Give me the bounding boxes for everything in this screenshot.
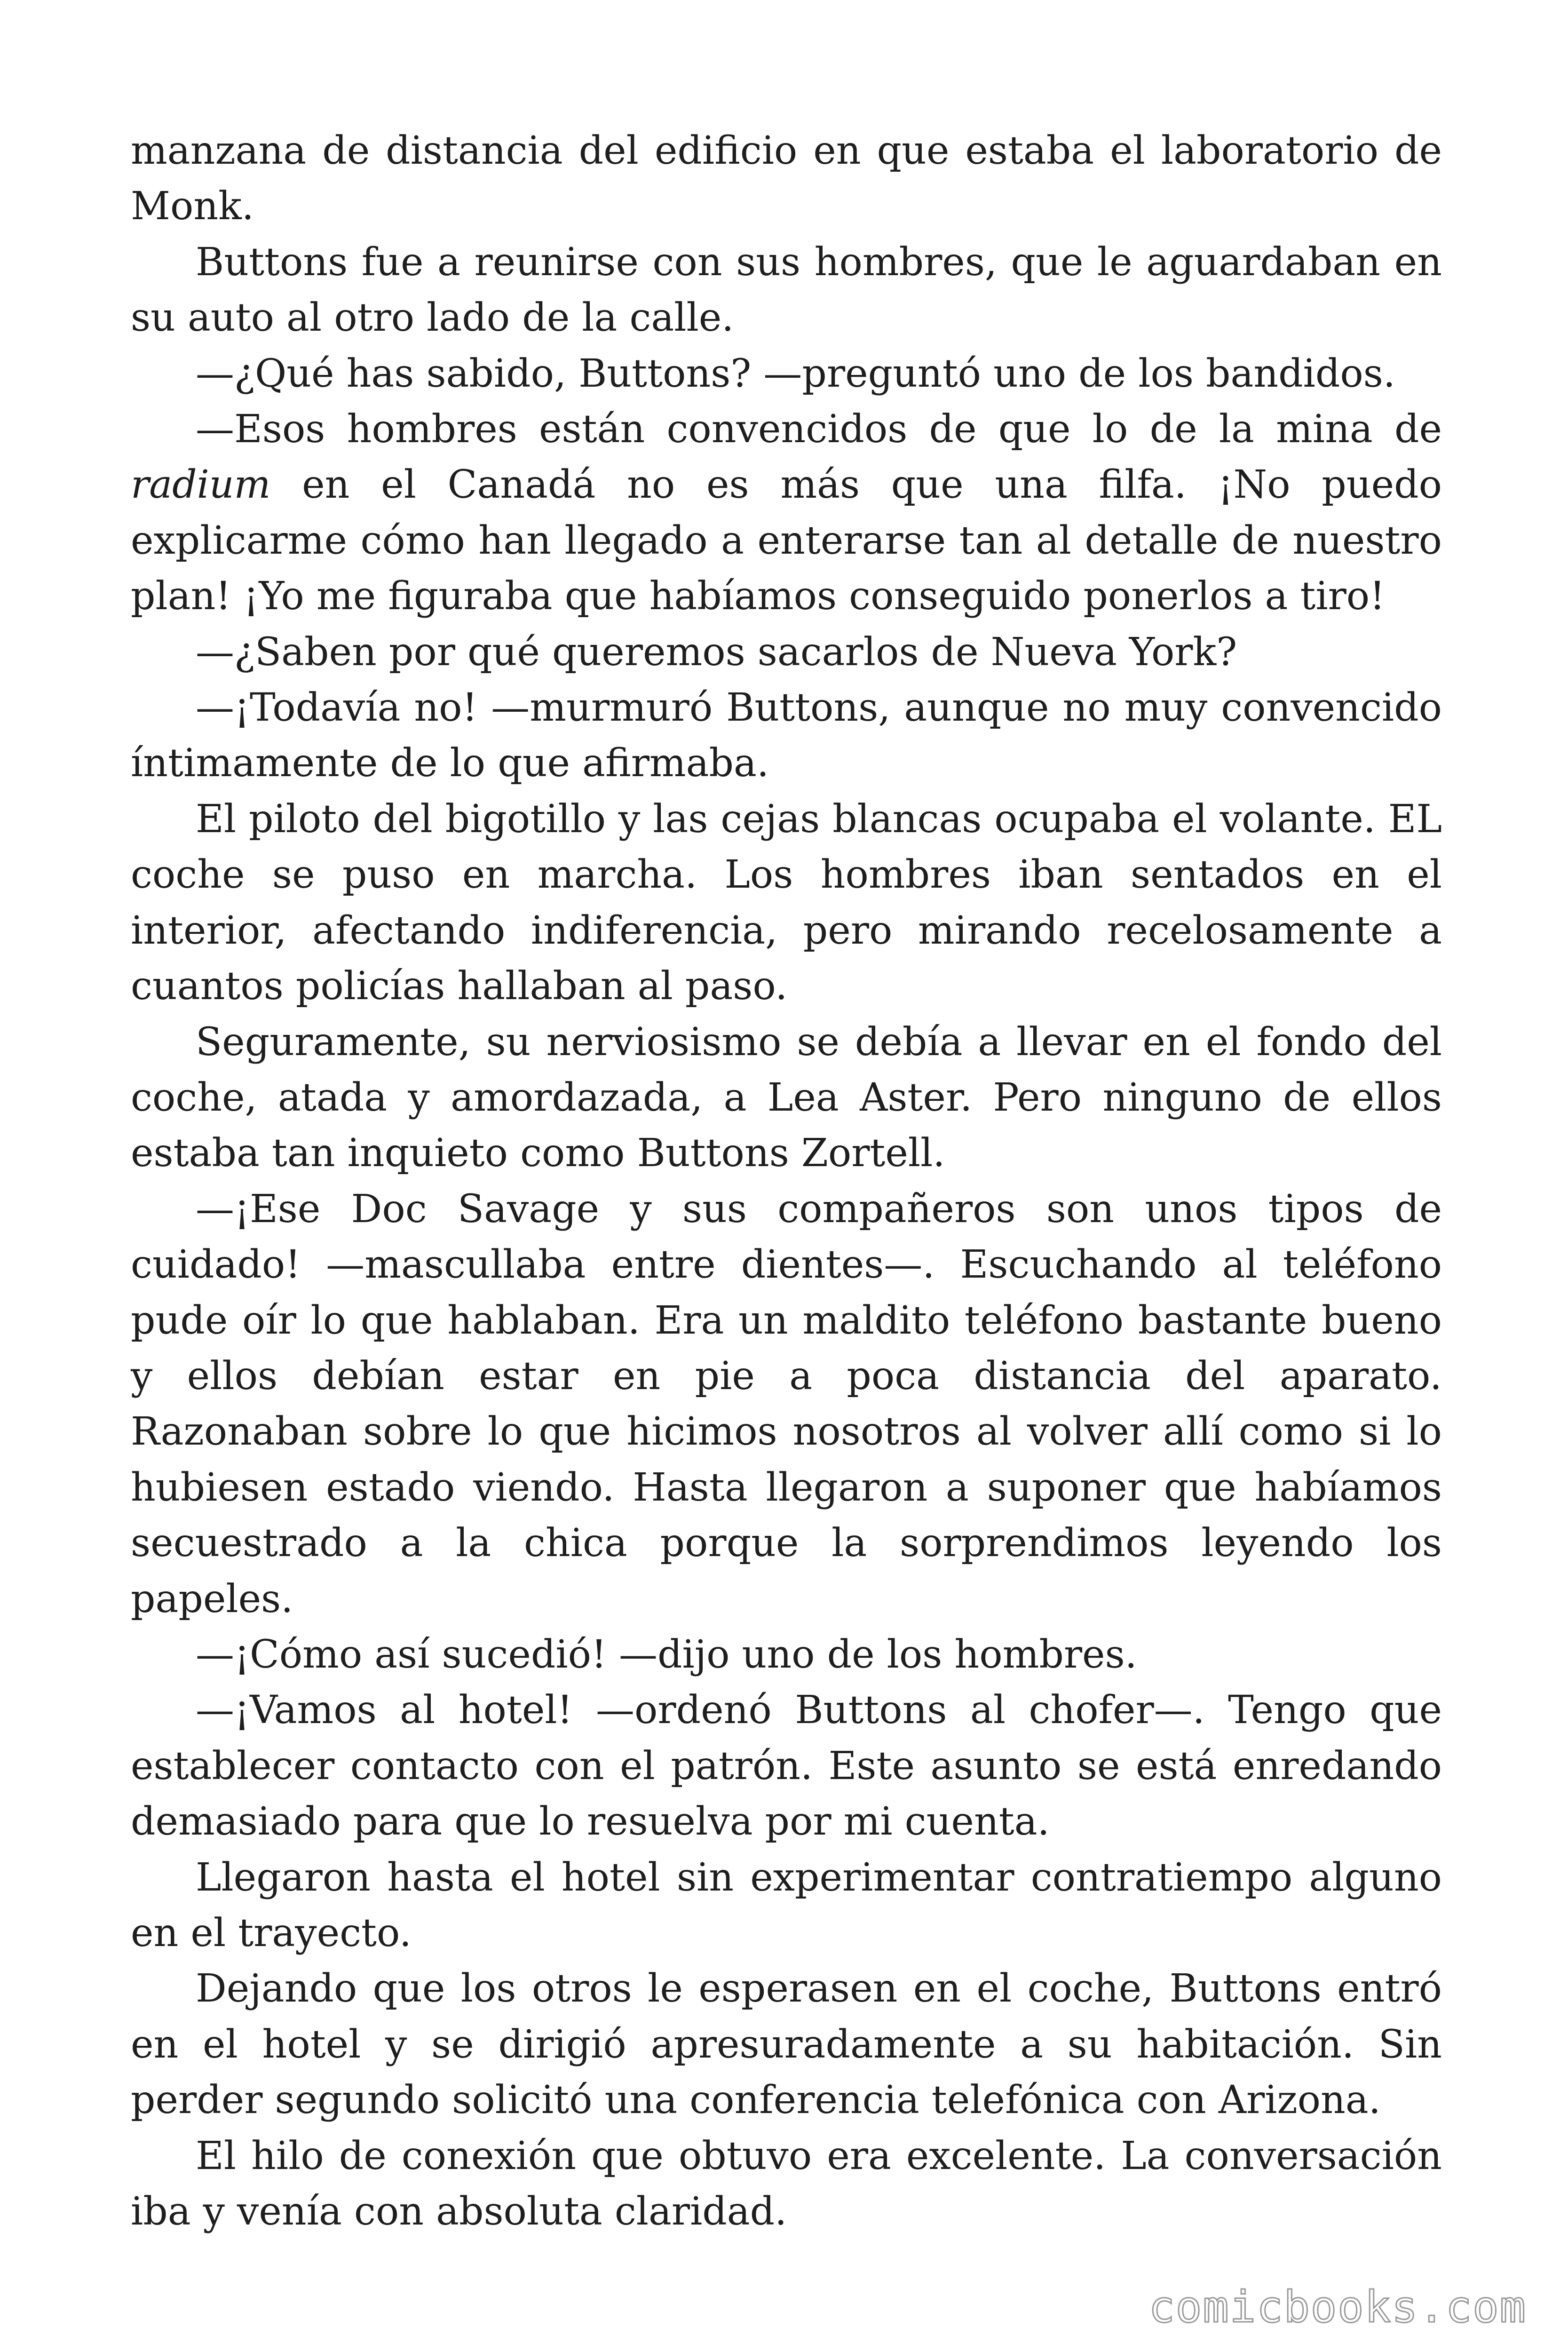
text-segment: —Esos hombres están convencidos de que lo de la mina de — [196, 407, 1442, 452]
text-segment: Llegaron hasta el hotel sin experimentar contratiempo alguno en el trayecto. — [131, 1855, 1442, 1955]
paragraph — [131, 1961, 1442, 2128]
paragraph — [131, 625, 1442, 680]
text-segment: manzana de distancia del edificio en que estaba el laboratorio de Monk. — [131, 128, 1442, 229]
paragraph — [131, 1627, 1442, 1683]
paragraph — [131, 680, 1442, 792]
paragraph — [131, 1182, 1442, 1627]
paragraph — [131, 346, 1442, 402]
italic-text: radium — [131, 462, 271, 508]
watermark: comicbooks.com — [1148, 2282, 1527, 2332]
paragraph — [131, 1850, 1442, 1962]
paragraph — [131, 2129, 1442, 2240]
paragraph — [131, 792, 1442, 1015]
text-segment: Buttons fue a reunirse con sus hombres, que le aguardaban en su auto al otro lado de la calle. — [131, 239, 1442, 341]
paragraph — [131, 1015, 1442, 1182]
paragraph — [131, 235, 1442, 346]
text-segment: Seguramente, su nerviosismo se debía a llevar en el fondo del coche, atada y amordazada, a Lea Aster. Pero ninguno de ellos estaba tan inquieto como Buttons Zortell. — [131, 1019, 1442, 1176]
text-segment: —¡Ese Doc Savage y sus compañeros son unos tipos de cuidado! —mascullaba entre dientes—. Escuchando al teléfono pude oír lo que hablaban. Era un maldito teléfono bastante bueno y ellos debían estar en pie a poca distancia del aparato. Razonaban sobre lo que hicimos nosotros al volver allí como si lo hubiesen estado viendo. Hasta llegaron a suponer que habíamos secuestrado a la chica porque la sorprendimos leyendo los papeles. — [131, 1186, 1442, 1621]
text-segment: —¿Saben por qué queremos sacarlos de Nueva York? — [196, 629, 1237, 675]
paragraph — [131, 402, 1442, 625]
text-segment: El hilo de conexión que obtuvo era excelente. La conversación iba y venía con absoluta claridad. — [131, 2133, 1442, 2234]
text-segment: Dejando que los otros le esperasen en el coche, Buttons entró en el hotel y se dirigió apresuradamente a su habitación. Sin perder segundo solicitó una conferencia telefónica con Arizona. — [131, 1966, 1442, 2123]
body-text — [131, 123, 1442, 2240]
text-segment: —¡Vamos al hotel! —ordenó Buttons al chofer—. Tengo que establecer contacto con el patrón. Este asunto se está enredando demasiado para que lo resuelva por mi cuenta. — [131, 1688, 1442, 1844]
text-segment: El piloto del bigotillo y las cejas blancas ocupaba el volante. EL coche se puso en marcha. Los hombres iban sentados en el interior, afectando indiferencia, pero mirando recelosamente a cuantos policías hallaban al paso. — [131, 796, 1442, 1009]
text-segment: —¿Qué has sabido, Buttons? —preguntó uno de los bandidos. — [196, 351, 1395, 396]
paragraph — [131, 1683, 1442, 1850]
paragraph — [131, 123, 1442, 235]
text-segment: en el Canadá no es más que una filfa. ¡No puedo explicarme cómo han llegado a enterarse tan al detalle de nuestro plan! ¡Yo me figuraba que habíamos conseguido ponerlos a tiro! — [131, 462, 1442, 619]
text-segment: —¡Cómo así sucedió! —dijo uno de los hombres. — [196, 1632, 1137, 1677]
text-segment: —¡Todavía no! —murmuró Buttons, aunque no muy convencido íntimamente de lo que afirmaba. — [131, 685, 1442, 786]
